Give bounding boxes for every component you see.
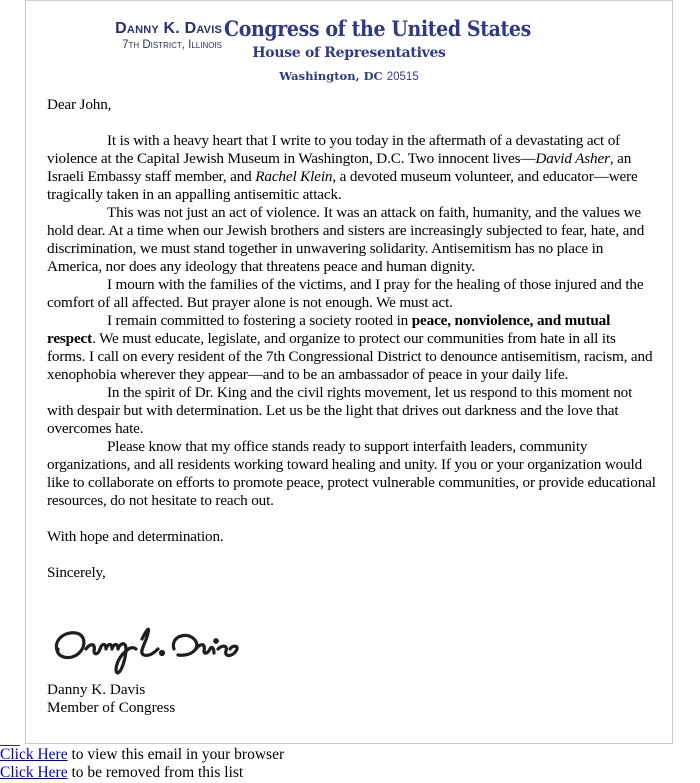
paragraph-emphasis: David Asher	[535, 150, 610, 167]
view-in-browser-text: to view this email in your browser	[67, 746, 285, 763]
house-title: House of Representatives	[252, 45, 446, 61]
signature-title: Member of Congress	[47, 699, 176, 716]
valediction: Sincerely,	[47, 564, 106, 581]
closing-line: With hope and determination.	[47, 528, 224, 545]
letter-container	[25, 0, 673, 744]
paragraph-text: . We must educate, legislate, and organize to protect our communities from hate in all its forms. I call on every resident of the 7th Congressional District to denounce antisemitism, racism, and xenophobia wherever they appear—and to be an ambassador of peace in your daily life.	[47, 330, 653, 383]
unsubscribe-link[interactable]: Click Here	[0, 764, 68, 781]
paragraph-emphasis: Rachel Klein	[255, 168, 333, 185]
signature-image	[46, 619, 246, 675]
unsubscribe-text: to be removed from this list	[67, 764, 244, 781]
letter-paragraph	[47, 276, 657, 312]
congress-title: Congress of the United States	[224, 17, 531, 42]
signature-name: Danny K. Davis	[47, 681, 146, 698]
letter-paragraphs	[47, 132, 657, 510]
paragraph-text: Please know that my office stands ready to support interfaith leaders, community organizations, and all residents working toward healing and unity. If you or your organization would like to collaborate on efforts to promote peace, protect vulnerable communities, or provide educational resources, do not hesitate to reach out.	[47, 438, 656, 509]
zip-code: 20515	[386, 71, 419, 83]
paragraph-text: I remain committed to fostering a society rooted in	[107, 312, 412, 329]
city-line	[224, 69, 474, 83]
paragraph-text: This was not just an act of violence. It was an attack on faith, humanity, and the values we hold dear. At a time when our Jewish brothers and sisters are increasingly subjected to fear, hate, and discrimination, we must stand together in unwavering solidarity. Antisemitism has no place in America, nor does any ideology that threatens peace and human dignity.	[47, 204, 645, 275]
letter-paragraph	[47, 438, 657, 510]
paragraph-text: I mourn with the families of the victims, and I pray for the healing of those injured and the comfort of all affected. But prayer alone is not enough. We must act.	[47, 276, 644, 311]
representative-district: 7th District, Illinois	[122, 39, 222, 51]
city: Washington, DC	[279, 69, 383, 83]
representative-name: Danny K. Davis	[115, 20, 222, 37]
unsubscribe-line	[0, 764, 243, 782]
letter-body	[47, 96, 657, 582]
paragraph-text: In the spirit of Dr. King and the civil rights movement, let us respond to this moment not with despair but with determination. Let us be the light that drives out darkness and the love that overcomes hate.	[47, 384, 633, 437]
paragraph-emphasis: peace, nonviolence, and mutual respect	[47, 312, 611, 347]
view-in-browser-link[interactable]: Click Here	[0, 746, 68, 763]
letter-paragraph	[47, 204, 657, 276]
paragraph-text: , a devoted museum volunteer, and educator—were tragically taken in an appalling antisemitic attack.	[47, 168, 638, 203]
paragraph-text: , an Israeli Embassy staff member, and	[47, 150, 632, 185]
view-in-browser-line	[0, 746, 284, 764]
salutation: Dear John,	[47, 96, 112, 113]
letter-paragraph	[47, 132, 657, 204]
letterhead	[26, 1, 672, 91]
letter-paragraph	[47, 312, 657, 384]
letter-paragraph	[47, 384, 657, 438]
paragraph-text: It is with a heavy heart that I write to you today in the aftermath of a devastating act of violence at the Capital Jewish Museum in Washington, D.C. Two innocent lives—	[47, 132, 621, 167]
